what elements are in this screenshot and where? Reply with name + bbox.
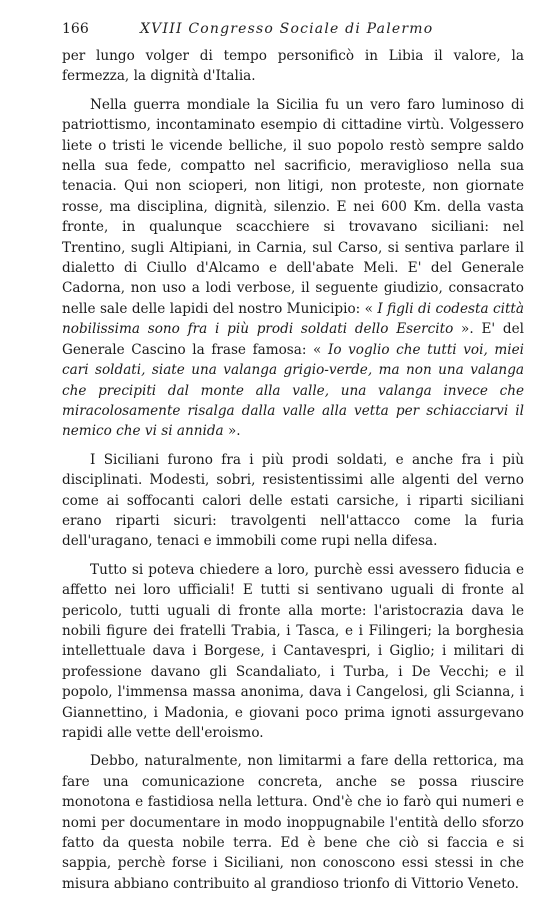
text-run: ». <box>223 423 241 440</box>
text-run: ». E' del Generale Cascino la frase famosa: « <box>62 321 524 358</box>
running-head <box>62 18 524 40</box>
text-run: Nella guerra mondiale la Sicilia fu un vero faro luminoso di patriottismo, incontaminato esempio di cittadine virtù. Volgessero liete o tristi le vicende belliche, il suo popolo restò sempre saldo nella sua fede, compatto nel sacrificio, meraviglioso nella sua tenacia. Qui non scioperi, non litigi, non proteste, non giornate rosse, ma disciplina, dignità, silenzio. E nei 600 Km. della vasta fronte, in qualunque scacchiere si trovavano siciliani: nel Trentino, sugli Altipiani, in Carnia, sul Carso, si sentiva parlare il dialetto di Ciullo d'Alcamo e dell'abate Meli. E' del Generale Cadorna, non uso a lodi verbose, il seguente giudizio, consacrato nelle sale delle lapidi del nostro Municipio: « <box>62 96 524 317</box>
book-page <box>62 18 524 902</box>
text-run: per lungo volger di tempo personificò in Libia il valore, la fermezza, la dignità d'Italia. <box>62 48 524 85</box>
text-run: Tutto si poteva chiedere a loro, purchè essi avessero fiducia e affetto nei loro ufficiali! E tutti si sentivano uguali di fronte al pericolo, tutti uguali di fronte alla morte: l'aristocrazia dava le nobili figure dei fratelli Trabia, i Tasca, e i Filingeri; la borghesia intellettuale dava i Borgese, i Cantavespri, i Giglio; i militari di professione davano gli Scandaliato, i Turba, i De Vecchi; e il popolo, l'immensa massa anonima, dava i Cangelosi, gli Scianna, i Giannettino, i Madonia, e giovani poco prima ignoti assurgevano rapidi alle vette dell'eroismo. <box>62 561 524 741</box>
cadorna-quote: I figli di codesta città nobilissima sono fra i più prodi soldati dello Esercito <box>62 300 524 338</box>
paragraph <box>62 46 524 87</box>
page-number: 166 <box>62 21 89 37</box>
text-run: Debbo, naturalmente, non limitarmi a fare della rettorica, ma fare una comunicazione concreta, anche se possa riuscire monotona e fastidiosa nella lettura. Ond'è che io farò qui numeri e nomi per documentare in modo inoppugnabile l'entità dello sforzo fatto da questa nobile terra. Ed è bene che ciò si faccia e si sappia, perchè forse i Siciliani, non conoscono essi stessi in che misura abbiano contribuito al grandioso trionfo di Vittorio Veneto. <box>62 753 524 892</box>
paragraph <box>62 560 524 744</box>
cascino-quote: Io voglio che tutti voi, miei cari soldati, siate una valanga grigio-verde, ma non una valanga che precipiti dal monte alla valle, una valanga invece che miracolosamente risalga dalla valle alla vetta per schiacciarvi il nemico che vi si annida <box>62 341 524 440</box>
paragraph <box>62 95 524 442</box>
running-head-title: XVIII Congresso Sociale di Palermo <box>140 21 434 37</box>
body-text <box>62 46 524 894</box>
paragraph <box>62 450 524 552</box>
paragraph <box>62 751 524 894</box>
text-run: I Siciliani furono fra i più prodi soldati, e anche fra i più disciplinati. Modesti, sobri, resistentissimi alle algenti del verno come ai soffocanti calori delle estati carsiche, i riparti siciliani erano riparti sicuri: travolgenti nell'attacco come la furia dell'uragano, tenaci e immobili come rupi nella difesa. <box>62 451 524 550</box>
